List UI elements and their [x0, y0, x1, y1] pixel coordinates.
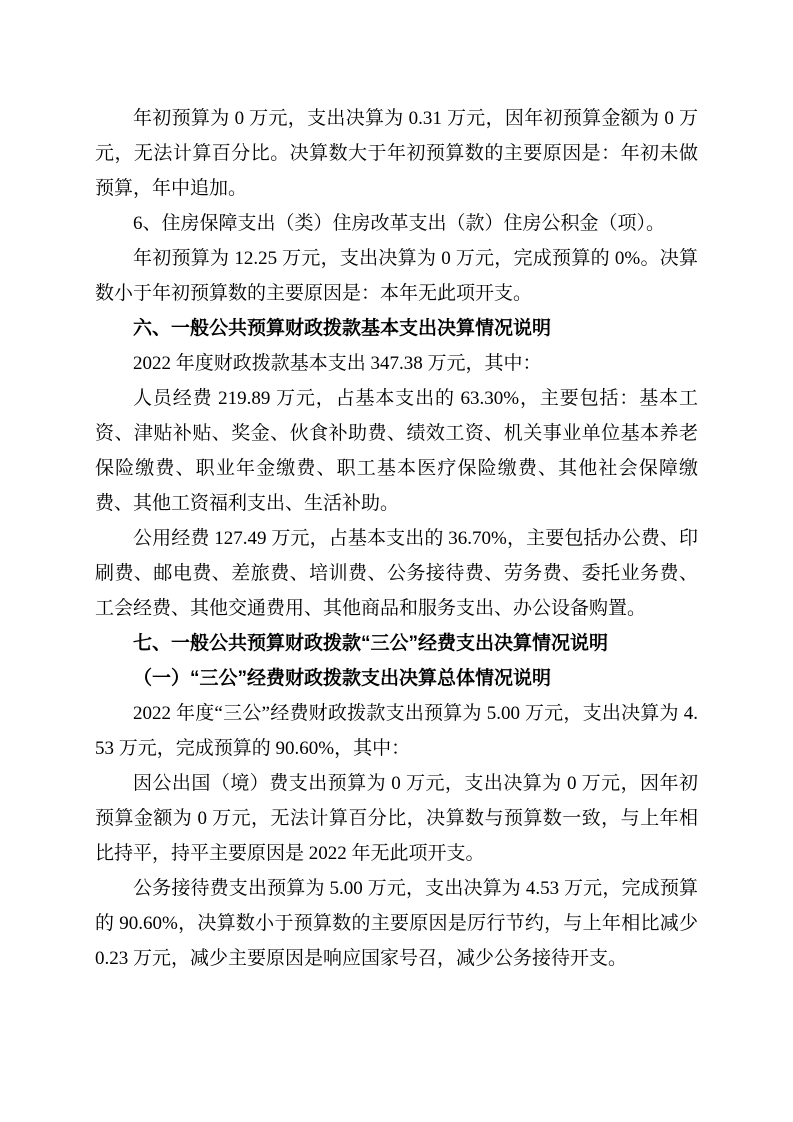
para-housing-item-6: 6、住房保障支出（类）住房改革支出（款）住房公积金（项）。	[133, 213, 666, 234]
para-reception-expense: 公务接待费支出预算为 5.00 万元，支出决算为 4.53 万元，完成预算的 90.60%，决算数小于预算数的主要原因是厉行节约，与上年相比减少 0.23 万元，减少主要原因是响应国家号召，减少公务接待开支。	[95, 878, 698, 969]
para-basic-expend-total: 2022 年度财政拨款基本支出 347.38 万元，其中：	[133, 353, 542, 374]
heading-subsection-1: （一）“三公”经费财政拨款支出决算总体情况说明	[133, 668, 552, 689]
para-abroad-expense: 因公出国（境）费支出预算为 0 万元，支出决算为 0 万元，因年初预算金额为 0 万元，无法计算百分比，决算数与预算数一致，与上年相比持平，持平主要原因是 2022 年无此项开支。	[95, 773, 698, 864]
heading-section-7: 七、一般公共预算财政拨款“三公”经费支出决算情况说明	[133, 633, 609, 654]
para-public-expense: 公用经费 127.49 万元，占基本支出的 36.70%，主要包括办公费、印刷费、邮电费、差旅费、培训费、公务接待费、劳务费、委托业务费、工会经费、其他交通费用、其他商品和服务支出、办公设备购置。	[95, 528, 698, 619]
heading-section-6: 六、一般公共预算财政拨款基本支出决算情况说明	[133, 318, 552, 339]
para-housing-budget: 年初预算为 12.25 万元，支出决算为 0 万元，完成预算的 0%。决算数小于年初预算数的主要原因是：本年无此项开支。	[95, 248, 698, 304]
para-sangong-total: 2022 年度“三公”经费财政拨款支出预算为 5.00 万元，支出决算为 4.53 万元，完成预算的 90.60%，其中：	[95, 703, 698, 759]
para-personnel-expense: 人员经费 219.89 万元，占基本支出的 63.30%，主要包括：基本工资、津贴补贴、奖金、伙食补助费、绩效工资、机关事业单位基本养老保险缴费、职业年金缴费、职工基本医疗保险缴费、其他社会保障缴费、其他工资福利支出、生活补助。	[95, 388, 698, 514]
para-budget-note: 年初预算为 0 万元，支出决算为 0.31 万元，因年初预算金额为 0 万元，无法计算百分比。决算数大于年初预算数的主要原因是：年初未做预算，年中追加。	[95, 108, 698, 199]
